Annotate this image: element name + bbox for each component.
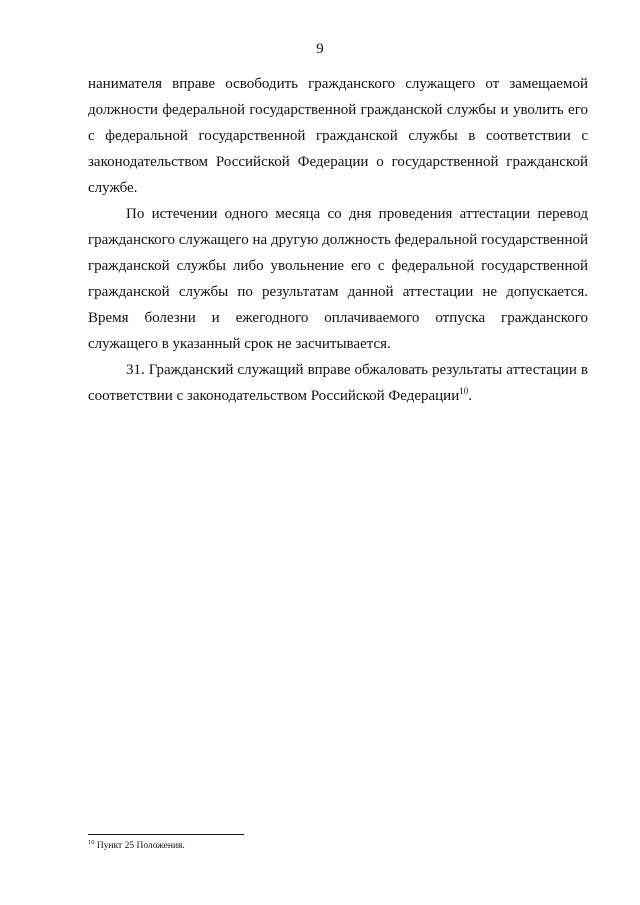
footnote-separator (88, 834, 244, 835)
footnote-mark: 10 (88, 838, 95, 846)
footnote-reference: 10 (459, 386, 469, 396)
document-body (88, 71, 588, 409)
paragraph-continuation: нанимателя вправе освободить гражданского служащего от замещаемой должности федеральной государственной гражданской службы и уволить его с федеральной государственной гражданской службы в соответствии с законодательством Российской Федерации о государственной гражданской службе. (88, 76, 588, 196)
paragraph-item-31 (88, 357, 588, 409)
paragraph-attestation-transfer: По истечении одного месяца со дня проведения аттестации перевод гражданского служащего на другую должность федеральной государственной гражданской службы либо увольнение его с федеральной государственной гражданской службы по результатам данной аттестации не допускается. Время болезни и ежегодного оплачиваемого отпуска гражданского служащего в указанный срок не засчитывается. (88, 206, 588, 352)
page-number: 9 (316, 41, 324, 57)
paragraph-item-31-period: . (468, 388, 472, 404)
footnote (88, 840, 588, 853)
footnote-text: Пункт 25 Положения. (96, 841, 185, 851)
paragraph-item-31-text: 31. Гражданский служащий вправе обжаловать результаты аттестации в соответствии с законодательством Российской Федерации (88, 362, 588, 404)
